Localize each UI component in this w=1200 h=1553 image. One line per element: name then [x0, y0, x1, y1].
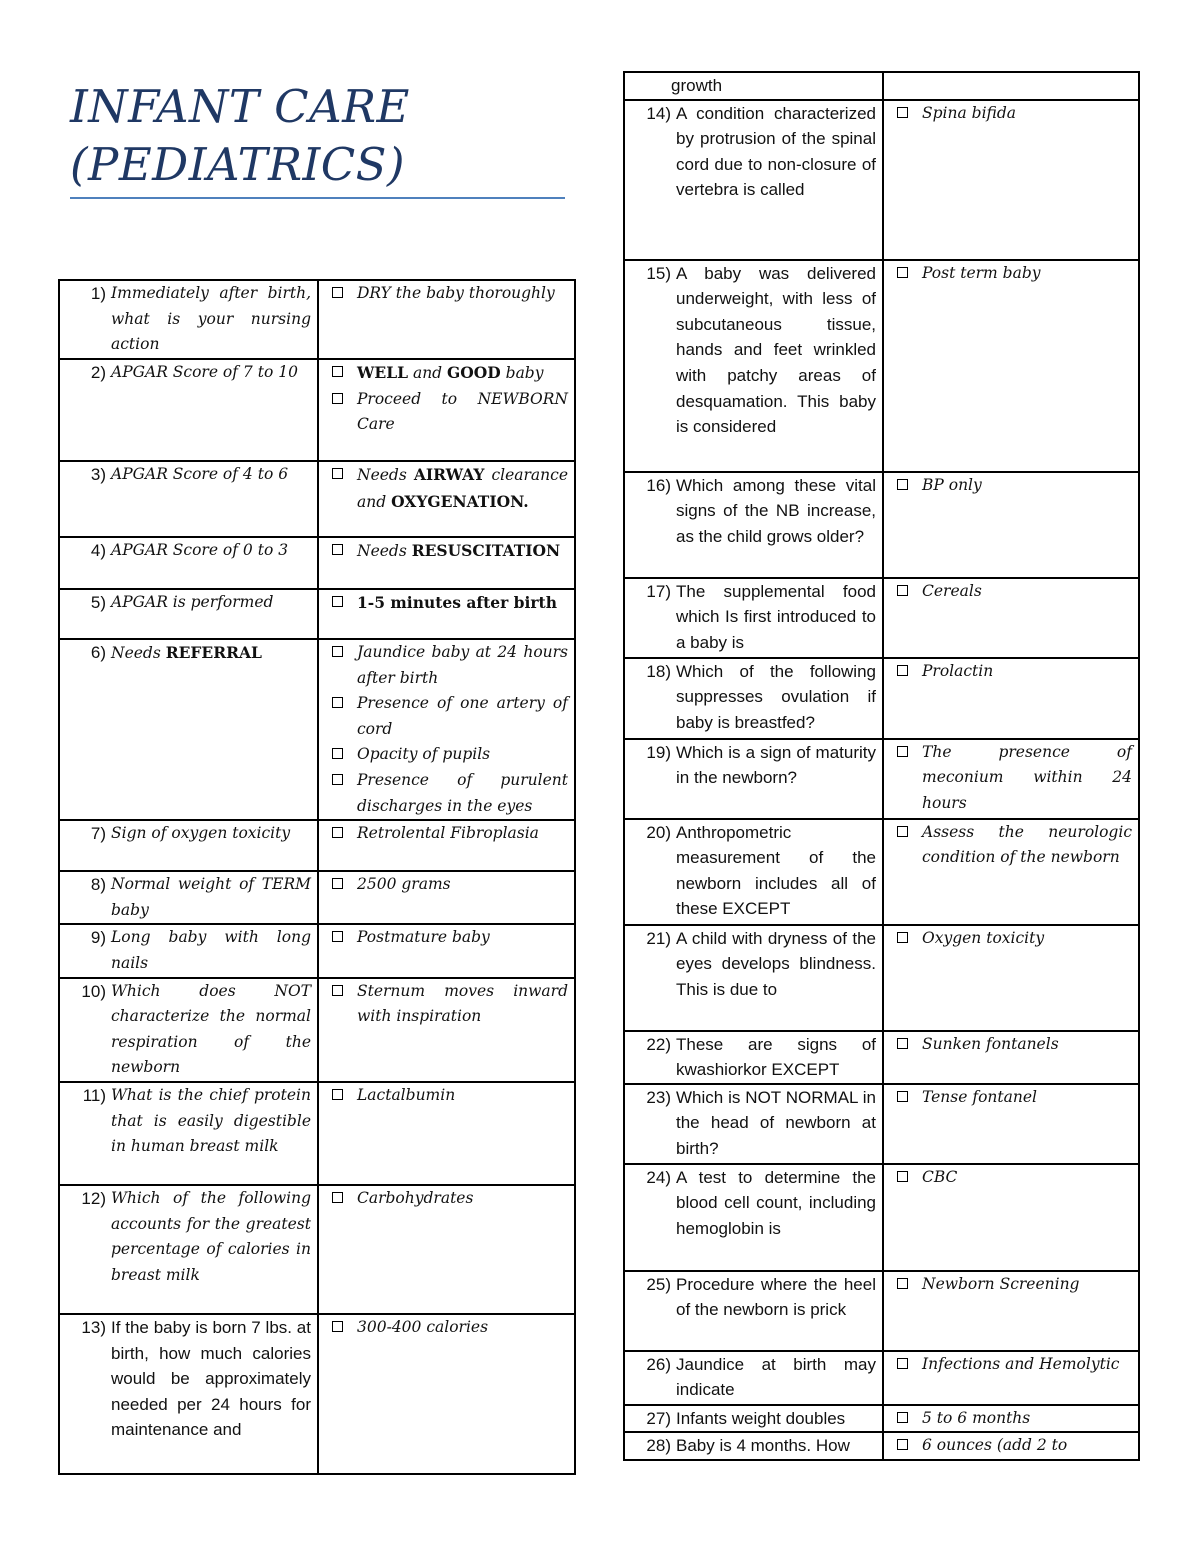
answer-text: Presence of purulent discharges in the eyes [357, 770, 568, 815]
question-text: Infants weight doubles [676, 1408, 846, 1428]
answer-cell [318, 280, 575, 359]
question-cell [59, 871, 318, 924]
answer-cell [883, 1031, 1139, 1084]
answer-text: Newborn Screening [922, 1274, 1080, 1293]
answer-item [319, 387, 568, 438]
checkbox-icon [332, 646, 343, 657]
answer-text: CBC [922, 1167, 958, 1186]
checkbox-icon [332, 366, 343, 377]
question-text: Normal weight of TERM baby [111, 875, 311, 919]
answer-item [884, 820, 1132, 871]
table-row [624, 472, 1139, 578]
answer-text: The presence of meconium within 24 hours [922, 742, 1132, 812]
answer-text: Needs AIRWAY clearance and OXYGENATION. [357, 465, 568, 511]
question-cell [59, 1314, 318, 1474]
title-line-1: INFANT CARE [70, 80, 410, 133]
checkbox-icon [897, 107, 908, 118]
checkbox-icon [897, 746, 908, 757]
answer-item [884, 926, 1132, 952]
answer-cell [318, 820, 575, 871]
right-question-table [623, 71, 1140, 1461]
question-text: What is the chief protein that is easily digestible in human breast milk [111, 1085, 311, 1156]
question-cell [59, 978, 318, 1082]
question-cell [624, 1405, 883, 1433]
answer-item [884, 1406, 1132, 1432]
checkbox-icon [332, 878, 343, 889]
answer-text: BP only [922, 475, 982, 494]
answer-cell [883, 100, 1139, 260]
checkbox-icon [897, 1091, 908, 1102]
answer-cell [318, 639, 575, 820]
question-text: APGAR is performed [111, 593, 274, 611]
table-row [59, 461, 575, 537]
question-text: A condition characterized by protrusion of the spinal cord due to non-closure of vertebra is called [676, 103, 876, 200]
answer-item [319, 742, 568, 768]
checkbox-icon [332, 931, 343, 942]
answer-text: DRY the baby thoroughly [357, 284, 555, 302]
answer-item [319, 360, 568, 387]
answer-text: Postmature baby [357, 928, 490, 947]
question-cell [59, 820, 318, 871]
answer-text: 1-5 minutes after birth [357, 593, 557, 612]
answer-item [319, 691, 568, 742]
answer-text: Post term baby [922, 263, 1041, 282]
answer-text: Opacity of pupils [357, 745, 491, 764]
answer-cell [883, 1432, 1139, 1460]
question-text: Procedure where the heel of the newborn is prick [676, 1274, 876, 1320]
question-number: 15) [646, 263, 671, 283]
question-number: 26) [646, 1354, 671, 1374]
question-cell [59, 924, 318, 977]
question-text: A baby was delivered underweight, with less of subcutaneous tissue, hands and feet wrinkled with patchy areas of desquamation. This baby is considered [676, 263, 876, 437]
answer-item [884, 740, 1132, 817]
answer-cell [318, 461, 575, 537]
table-row [624, 658, 1139, 739]
answer-cell [318, 871, 575, 924]
answer-text: Sternum moves inward with inspiration [357, 981, 568, 1026]
answer-text: Lactalbumin [357, 1085, 456, 1104]
question-cell [624, 1432, 883, 1460]
answer-cell [318, 359, 575, 461]
question-number: 19) [646, 742, 671, 762]
answer-item [884, 579, 1132, 605]
table-row [59, 1082, 575, 1185]
question-cell [624, 739, 883, 819]
answer-text: 5 to 6 months [922, 1408, 1031, 1427]
table-row [624, 72, 1139, 100]
question-text: Which is a sign of maturity in the newborn? [676, 742, 876, 788]
answer-item [884, 1433, 1132, 1459]
table-row [624, 925, 1139, 1031]
question-number: 13) [81, 1317, 106, 1337]
title-line-2: (PEDIATRICS) [70, 138, 406, 191]
answer-cell [318, 924, 575, 977]
answer-text: 6 ounces (add 2 to [922, 1436, 1068, 1455]
answer-cell [883, 1164, 1139, 1271]
question-text: Jaundice at birth may indicate [676, 1354, 876, 1400]
table-row [624, 739, 1139, 819]
question-number: 2) [90, 363, 106, 382]
question-number: 20) [646, 822, 671, 842]
checkbox-icon [897, 1439, 908, 1450]
table-row [624, 1164, 1139, 1271]
question-cell [59, 1185, 318, 1314]
answer-item [884, 1085, 1132, 1111]
question-text: Which is NOT NORMAL in the head of newborn at birth? [676, 1087, 876, 1158]
answer-text: Prolactin [922, 661, 994, 680]
question-text: A test to determine the blood cell count, including hemoglobin is [676, 1167, 876, 1238]
answer-text: Presence of one artery of cord [357, 694, 568, 738]
checkbox-icon [332, 393, 343, 404]
question-number: 11) [82, 1085, 106, 1105]
table-row [59, 820, 575, 871]
checkbox-icon [897, 1412, 908, 1423]
question-cell [59, 589, 318, 639]
answer-item [319, 821, 568, 847]
table-row [624, 1405, 1139, 1433]
answer-item [884, 1272, 1132, 1298]
table-row [624, 1271, 1139, 1351]
question-cell [59, 280, 318, 359]
table-row [624, 819, 1139, 925]
question-number: 23) [646, 1087, 671, 1107]
answer-text: Retrolental Fibroplasia [357, 824, 539, 843]
answer-cell [883, 472, 1139, 578]
question-text: APGAR Score of 0 to 3 [111, 541, 289, 559]
checkbox-icon [332, 985, 343, 996]
question-text: Which among these vital signs of the NB increase, as the child grows older? [676, 475, 876, 546]
question-number: 8) [90, 875, 106, 895]
question-number: 18) [646, 661, 671, 681]
question-cell [624, 1164, 883, 1271]
question-cell [59, 461, 318, 537]
question-number: 7) [90, 824, 106, 844]
answer-item [884, 101, 1132, 127]
table-row [59, 280, 575, 359]
page-title [70, 78, 410, 194]
question-cell [624, 1351, 883, 1405]
question-text: Long baby with long nails [111, 928, 311, 972]
question-text: Immediately after birth, what is your nursing action [111, 284, 311, 354]
question-text: Needs REFERRAL [111, 643, 262, 662]
answer-item [884, 659, 1132, 685]
answer-text: Proceed to NEWBORN Care [357, 389, 568, 434]
answer-cell [318, 1082, 575, 1185]
question-number: 14) [646, 103, 671, 123]
question-number: 27) [646, 1408, 671, 1428]
question-number: 10) [81, 981, 106, 1001]
answer-text: Sunken fontanels [922, 1034, 1059, 1053]
table-row [59, 359, 575, 461]
checkbox-icon [897, 1278, 908, 1289]
checkbox-icon [332, 544, 343, 555]
answer-text: WELL and GOOD baby [357, 363, 544, 382]
question-text: Which of the following accounts for the greatest percentage of calories in breast milk [111, 1188, 311, 1284]
table-row [59, 871, 575, 924]
answer-item [319, 590, 568, 617]
checkbox-icon [332, 1192, 343, 1203]
checkbox-icon [332, 468, 343, 479]
question-cell [624, 260, 883, 472]
checkbox-icon [332, 1089, 343, 1100]
left-question-table [58, 279, 576, 1475]
table-row [624, 1351, 1139, 1405]
question-cell [59, 537, 318, 589]
checkbox-icon [897, 826, 908, 837]
table-row [59, 589, 575, 639]
checkbox-icon [332, 827, 343, 838]
question-number: 16) [646, 475, 671, 495]
table-row [59, 1185, 575, 1314]
table-row [59, 1314, 575, 1474]
question-text: These are signs of kwashiorkor EXCEPT [676, 1034, 876, 1080]
table-row [59, 537, 575, 589]
answer-cell [883, 1084, 1139, 1164]
answer-item [319, 281, 568, 307]
answer-item [319, 538, 568, 565]
answer-item [319, 1083, 568, 1109]
answer-text: Infections and Hemolytic [922, 1354, 1120, 1373]
question-cell [624, 819, 883, 925]
question-cell [624, 100, 883, 260]
answer-cell [883, 819, 1139, 925]
answer-cell [883, 578, 1139, 658]
question-number: 12) [81, 1188, 106, 1208]
answer-cell [883, 925, 1139, 1031]
answer-text: Assess the neurologic condition of the newborn [922, 822, 1132, 867]
checkbox-icon [332, 774, 343, 785]
question-cell [624, 578, 883, 658]
answer-cell [318, 537, 575, 589]
answer-item [884, 1032, 1132, 1058]
table-row [59, 978, 575, 1082]
answer-text: Jaundice baby at 24 hours after birth [357, 643, 568, 687]
answer-cell [883, 1271, 1139, 1351]
checkbox-icon [332, 697, 343, 708]
answer-item [319, 640, 568, 691]
answer-cell [318, 978, 575, 1082]
question-cell [624, 72, 883, 100]
answer-text: 2500 grams [357, 875, 451, 894]
answer-text: Cereals [922, 581, 982, 600]
question-number: 28) [646, 1436, 671, 1456]
table-row [59, 924, 575, 977]
checkbox-icon [897, 479, 908, 490]
question-cell [624, 1271, 883, 1351]
question-number: 9) [90, 928, 106, 948]
question-text: Baby is 4 months. How [676, 1436, 850, 1456]
checkbox-icon [897, 267, 908, 278]
answer-item [319, 1315, 568, 1341]
checkbox-icon [897, 932, 908, 943]
question-cell [624, 658, 883, 739]
question-number: 4) [90, 541, 106, 560]
question-text: Which of the following suppresses ovulation if baby is breastfed? [676, 661, 876, 732]
question-cell [624, 925, 883, 1031]
answer-item [884, 1352, 1132, 1378]
answer-cell [883, 260, 1139, 472]
answer-item [884, 473, 1132, 499]
checkbox-icon [332, 287, 343, 298]
question-cell [624, 1084, 883, 1164]
answer-cell [883, 1405, 1139, 1433]
answer-cell [883, 72, 1139, 100]
answer-item [319, 462, 568, 515]
table-row [624, 1432, 1139, 1460]
table-row [624, 1031, 1139, 1084]
question-cell [624, 472, 883, 578]
question-text: If the baby is born 7 lbs. at birth, how much calories would be approximately needed per 24 hours for maintenance and [111, 1317, 311, 1440]
question-number: 1) [90, 284, 106, 303]
question-text: APGAR Score of 4 to 6 [111, 465, 289, 483]
checkbox-icon [332, 596, 343, 607]
checkbox-icon [332, 1321, 343, 1332]
question-number: 24) [646, 1167, 671, 1187]
answer-item [884, 1165, 1132, 1191]
answer-text: Carbohydrates [357, 1188, 474, 1207]
question-text-continued: growth [671, 76, 723, 95]
table-row [624, 578, 1139, 658]
answer-item [319, 925, 568, 951]
question-number: 6) [90, 643, 106, 662]
table-row [59, 639, 575, 820]
answer-cell [318, 1185, 575, 1314]
title-underline [70, 197, 565, 199]
answer-text: 300-400 calories [357, 1317, 489, 1336]
question-text: Which does NOT characterize the normal respiration of the newborn [111, 981, 311, 1077]
answer-item [319, 979, 568, 1030]
checkbox-icon [897, 665, 908, 676]
answer-cell [883, 658, 1139, 739]
answer-text: Spina bifida [922, 103, 1017, 122]
answer-cell [883, 1351, 1139, 1405]
question-text: A child with dryness of the eyes develops blindness. This is due to [676, 928, 876, 999]
checkbox-icon [332, 748, 343, 759]
question-text: The supplemental food which Is first introduced to a baby is [676, 581, 876, 652]
checkbox-icon [897, 1171, 908, 1182]
answer-cell [883, 739, 1139, 819]
question-number: 3) [90, 465, 106, 484]
question-number: 22) [646, 1034, 671, 1054]
answer-text: Tense fontanel [922, 1087, 1037, 1106]
question-number: 5) [90, 593, 106, 612]
answer-text: Oxygen toxicity [922, 928, 1045, 947]
checkbox-icon [897, 585, 908, 596]
checkbox-icon [897, 1358, 908, 1369]
question-cell [59, 639, 318, 820]
answer-item [319, 1186, 568, 1212]
answer-cell [318, 589, 575, 639]
table-row [624, 260, 1139, 472]
question-cell [624, 1031, 883, 1084]
checkbox-icon [897, 1038, 908, 1049]
answer-item [319, 768, 568, 819]
table-row [624, 1084, 1139, 1164]
answer-item [884, 261, 1132, 287]
answer-cell [318, 1314, 575, 1474]
question-number: 25) [646, 1274, 671, 1294]
question-text: Sign of oxygen toxicity [111, 824, 291, 843]
question-cell [59, 359, 318, 461]
question-text: APGAR Score of 7 to 10 [111, 363, 298, 381]
question-cell [59, 1082, 318, 1185]
answer-text: Needs RESUSCITATION [357, 541, 561, 560]
question-text: Anthropometric measurement of the newborn includes all of these EXCEPT [676, 822, 876, 919]
question-number: 21) [646, 928, 671, 948]
question-number: 17) [646, 581, 671, 601]
table-row [624, 100, 1139, 260]
answer-item [319, 872, 568, 898]
